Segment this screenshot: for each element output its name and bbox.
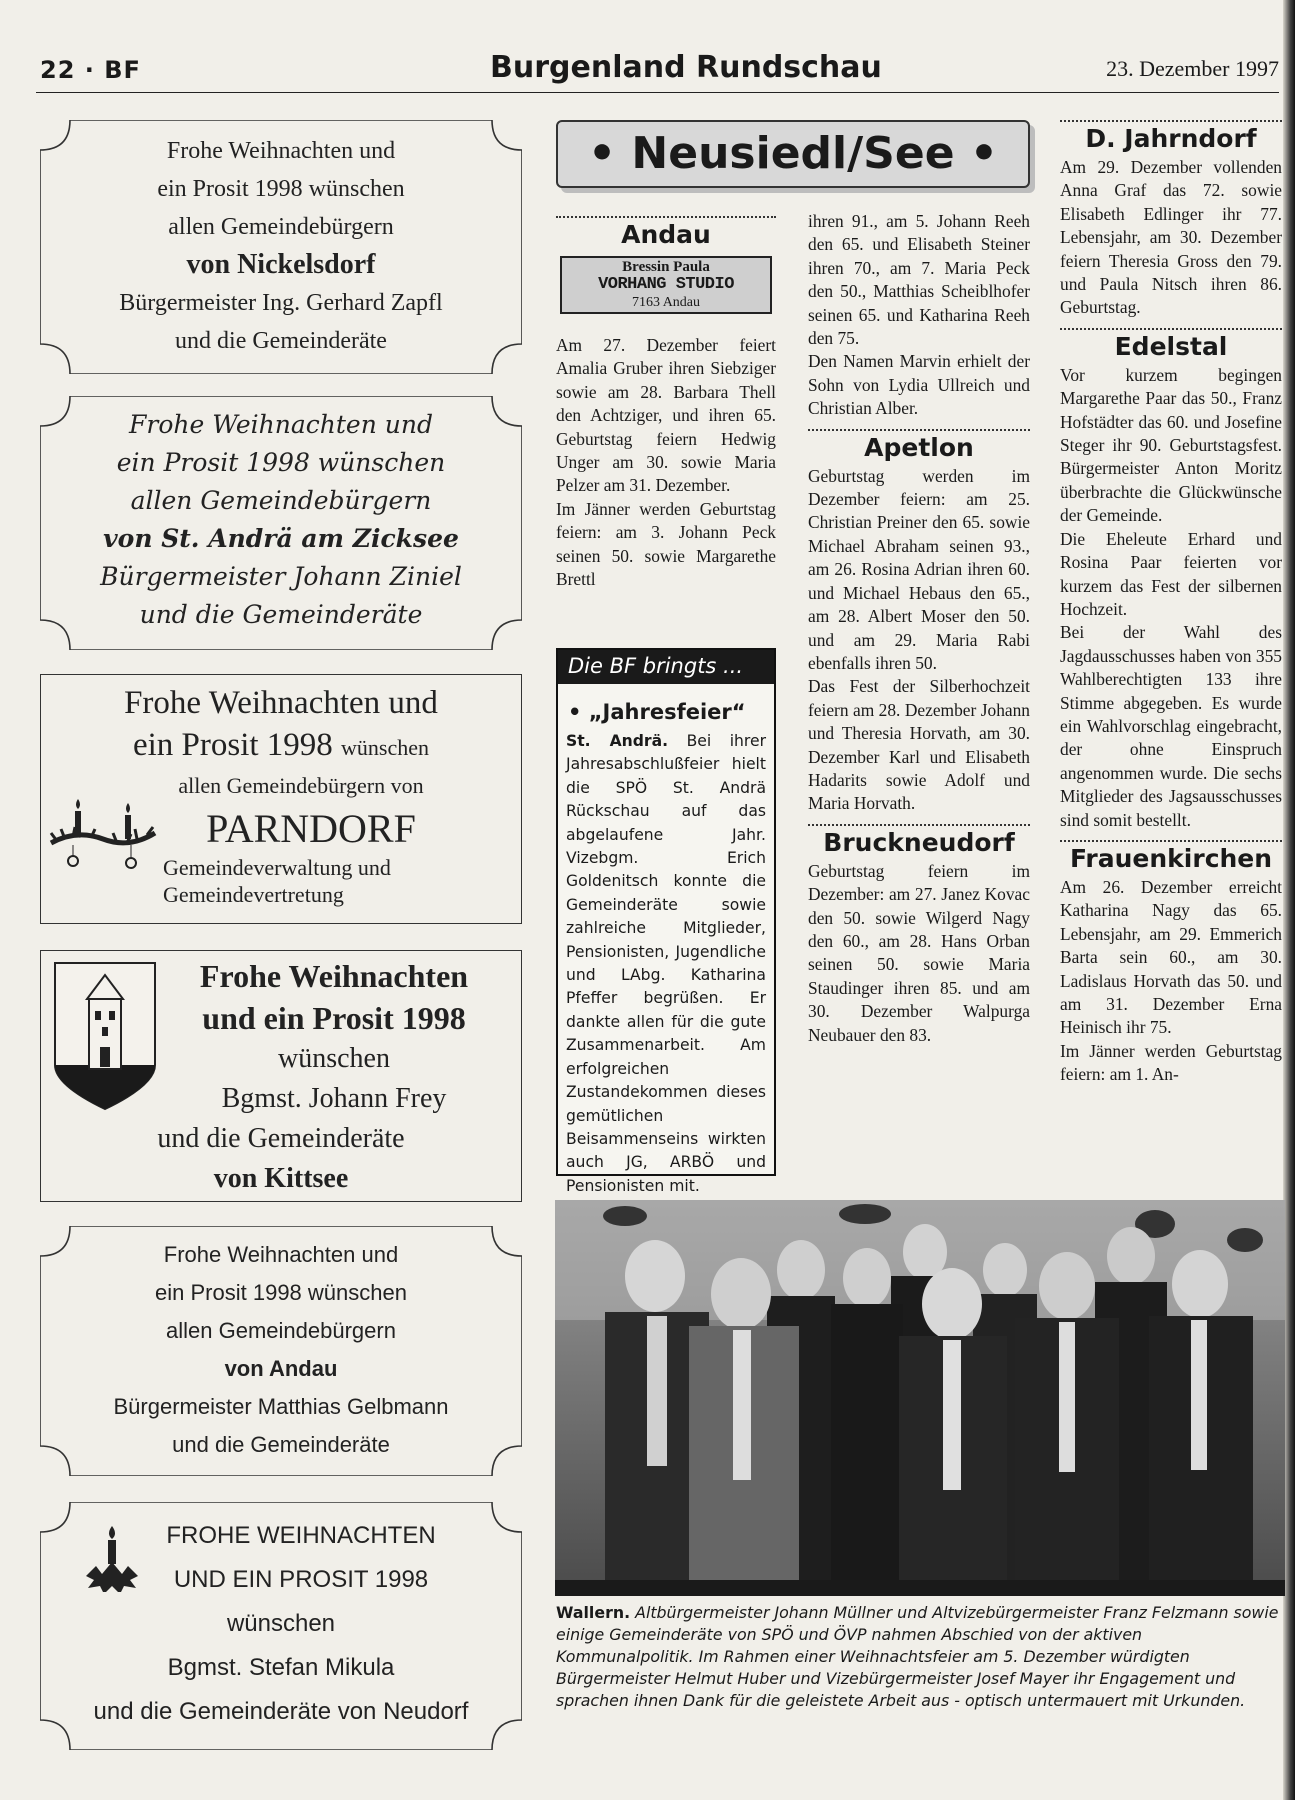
ad-line: Frohe Weihnachten und — [163, 1242, 399, 1267]
ad-line: Gemeindeverwaltung und — [163, 855, 391, 880]
ad-line: ein Prosit 1998 wünschen — [155, 1280, 407, 1305]
bruckneudorf-heading: Bruckneudorf — [823, 827, 1015, 857]
ad-line: und die Gemeinderäte von Neudorf — [93, 1698, 469, 1725]
ad-line: Gemeindevertretung — [163, 882, 344, 907]
ad-line: UND EIN PROSIT 1998 — [173, 1566, 429, 1593]
ad-line: ein Prosit 1998 — [132, 727, 333, 763]
sponsor-studio: VORHANG STUDIO — [598, 275, 734, 294]
sponsor-name: Bressin Paula — [622, 259, 710, 275]
ad-nickelsdorf — [40, 120, 522, 374]
edelstal-text: Vor kurzem begingen Margarethe Paar das 50., Franz Hofstädter das 60. und Josefine Steger ihr 90. Geburtstagsfest. Bürgermeister Anton Moritz überbrachte die Glückwünsche der Gemeinde. — [1060, 364, 1282, 526]
bf-box-text — [566, 730, 766, 1198]
dotted-rule — [1060, 120, 1282, 122]
ad-line: Frohe Weihnachten — [199, 958, 469, 994]
edelstal-heading: Edelstal — [1114, 331, 1228, 361]
ad-line: allen Gemeindebürgern — [166, 1318, 396, 1343]
ad-line-town: von Andau — [224, 1356, 338, 1381]
ad-line: Frohe Weihnachten und — [124, 685, 438, 721]
group-photo — [555, 1200, 1285, 1596]
ad-line-town: PARNDORF — [206, 806, 416, 851]
bf-box-header: Die BF bringts ... — [558, 650, 774, 684]
header-rule — [36, 92, 1279, 93]
apetlon-text: Das Fest der Silberhochzeit feiern am 28. Dezember Johann und Theresia Horvath, am 30. Dezember Karl und Elisabeth Hadarits sowie Adolf und Maria Horvath. — [808, 676, 1030, 814]
dotted-rule — [808, 824, 1030, 826]
andau-text-cont: Den Namen Marvin erhielt der Sohn von Lydia Ullreich und Christian Alber. — [808, 351, 1030, 419]
bf-box-body: Bei ihrer Jahresabschlußfeier hielt die SPÖ St. Andrä Rückschau auf das abgelaufene Jahr. Vizebgm. Erich Goldenitsch konnte die Gemeinderäte sowie zahlreiche Mitglieder, Pensionisten, Jugendliche und LAbg. Katharina Pfeffer begrüßen. Er dankte allen für die gute Zusammenarbeit. Am erfolgreichen Zustandekommen dieses gemütlichen Beisammenseins wirkten auch JG, ARBÖ und Pensionisten mit. — [566, 732, 766, 1195]
page-number: 22 · BF — [40, 56, 141, 84]
dotted-rule — [1060, 328, 1282, 330]
ad-line: FROHE WEIHNACHTEN — [166, 1522, 436, 1549]
caption-lead: Wallern. — [556, 1603, 631, 1622]
ad-parndorf — [40, 674, 522, 924]
ad-line: allen Gemeindebürgern von — [178, 773, 424, 798]
frauenkirchen-heading: Frauenkirchen — [1069, 843, 1273, 873]
apetlon-heading: Apetlon — [864, 432, 974, 462]
ad-line: und die Gemeinderäte — [157, 1123, 405, 1154]
issue-date: 23. Dezember 1997 — [1106, 56, 1279, 81]
caption-text: Altbürgermeister Johann Müllner und Altvizebürgermeister Franz Felzmann sowie einige Gemeinderäte von SPÖ und ÖVP nahmen Abschied von der aktiven Kommunalpolitik. Im Rahmen einer Weihnachtsfeier am 5. Dezember würdigten Bürgermeister Helmut Huber und Vizebürgermeister Josef Mayer ihr Engagement und sprachen ihnen Dank für die geleistete Arbeit aus - optisch untermauert mit Urkunden. — [556, 1603, 1279, 1710]
ad-line: Bürgermeister Matthias Gelbmann — [113, 1394, 449, 1419]
frauenkirchen-text: Am 26. Dezember erreicht Katharina Nagy das 65. Lebensjahr, am 29. Emmerich Barta sein 60., am 30. Ladislaus Horvath das 50. und am 31. Dezember Erna Heinisch ihr 75. — [1060, 876, 1282, 1038]
apetlon-text: Geburtstag werden im Dezember feiern: am 25. Christian Preiner den 65. sowie Michael Abraham seinen 93., am 26. Rosina Adrian ihren 60. und Michael Hebaus den 65., am 28. Albert Moser den 50. und am 29. Maria Rabi ebenfalls ihren 50. — [808, 465, 1030, 673]
edelstal-text: Die Eheleute Erhard und Rosina Paar feierten vor kurzem das Fest der silbernen Hochzeit. — [1060, 528, 1282, 619]
frauenkirchen-text: Im Jänner werden Geburtstag feiern: am 1. An- — [1060, 1040, 1282, 1085]
ad-line: und die Gemeinderäte — [172, 1432, 390, 1457]
djahrndorf-text: Am 29. Dezember vollenden Anna Graf das 72. sowie Elisabeth Edlinger ihr 77. Lebensjahr, am 30. Dezember feiern Theresia Gross den 79. und Paula Nitsch ihren 86. Geburtstag. — [1060, 157, 1282, 318]
edelstal-text: Bei der Wahl des Jagdausschusses haben von 355 Wahlberechtigten 133 ihre Stimme abgegeben. Es wurde ein Wahlvorschlag eingebracht, der ohne Einspruch angenommen wurde. Die sechs Mitglieder des Jagsausschusses sind somit bestellt. — [1060, 622, 1282, 830]
ad-line: Frohe Weihnachten und — [129, 410, 433, 439]
ad-andau — [40, 1226, 522, 1476]
ad-line-town: von Kittsee — [213, 1163, 349, 1194]
ad-line: ein Prosit 1998 wünschen — [157, 176, 405, 202]
group-photo-illustration — [555, 1200, 1285, 1596]
ad-line: Frohe Weihnachten und — [166, 138, 396, 164]
ad-line-town: von St. Andrä am Zicksee — [103, 524, 459, 553]
ad-line: Bgmst. Johann Frey — [221, 1083, 447, 1114]
dotted-rule — [556, 216, 776, 218]
ad-kittsee — [40, 950, 522, 1202]
photo-caption — [556, 1602, 1284, 1712]
dotted-rule — [808, 429, 1030, 431]
newspaper-title: Burgenland Rundschau — [490, 50, 882, 85]
ad-line: ein Prosit 1998 wünschen — [116, 448, 446, 477]
sponsor-address: 7163 Andau — [631, 295, 701, 310]
ad-line: wünschen — [278, 1043, 390, 1074]
ad-line: und die Gemeinderäte — [175, 328, 387, 354]
djahrndorf-heading: D. Jahrndorf — [1085, 124, 1257, 153]
andau-text: Im Jänner werden Geburtstag feiern: am 3. Johann Peck seinen 50. sowie Margarethe Brettl — [556, 498, 776, 590]
ad-line: Bürgermeister Johann Ziniel — [100, 562, 462, 591]
ad-st-andrae — [40, 396, 522, 650]
ad-line: Bürgermeister Ing. Gerhard Zapfl — [119, 290, 443, 316]
column-andau — [556, 216, 776, 591]
andau-text: Am 27. Dezember feiert Amalia Gruber ihren Siebziger sowie am 28. Barbara Thell den Achtziger, und ihren 65. Geburtstag feiern Hedwig Unger am 30. sowie Maria Pelzer am 31. Dezember. — [556, 335, 776, 496]
christmas-candle-wreath-icon — [47, 793, 159, 875]
andau-text-cont: ihren 91., am 5. Johann Reeh den 65. und Elisabeth Steiner ihren 70., am 7. Maria Peck den 50., Matthias Scheiblhofer seinen 65. und Katharina Reeh den 75. — [808, 211, 1030, 349]
bf-bringts-box — [556, 648, 776, 1195]
section-banner: • Neusiedl/See • — [556, 120, 1030, 188]
ad-line: und ein Prosit 1998 — [202, 1000, 466, 1036]
column-right — [1060, 120, 1282, 1087]
bf-box-title: • „Jahresfeier“ — [568, 700, 746, 724]
dotted-rule — [1060, 840, 1282, 842]
ad-line: allen Gemeindebürgern — [130, 486, 432, 515]
ad-line: und die Gemeinderäte — [139, 600, 423, 629]
bruckneudorf-text: Geburtstag feiern im Dezember: am 27. Janez Kovac den 50. sowie Wilgerd Nagy den 60., am 28. Hans Orban seinen 50. sowie Maria Staudinger ihren 85. und am 30. Dezember Walpurga Neubauer den 83. — [808, 860, 1030, 1045]
andau-heading: Andau — [621, 220, 711, 249]
ad-line-town: von Nickelsdorf — [186, 249, 376, 280]
ad-line: allen Gemeindebürgern — [168, 214, 394, 240]
bf-box-lead: St. Andrä. — [566, 732, 669, 750]
ad-neudorf — [40, 1502, 522, 1750]
column-middle — [808, 210, 1030, 1047]
ad-line: wünschen — [226, 1610, 336, 1637]
sponsor-box — [560, 256, 772, 314]
ad-line: Bgmst. Stefan Mikula — [167, 1654, 395, 1681]
ad-line: wünschen — [341, 735, 430, 760]
